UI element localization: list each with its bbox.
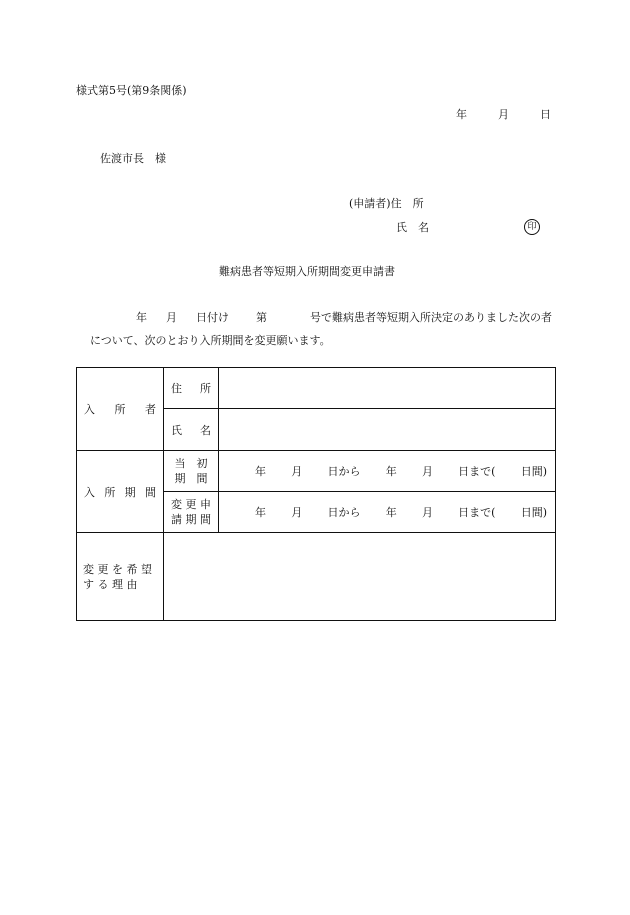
address-label-char: 住	[171, 382, 182, 395]
period-day-from: 日から	[327, 506, 361, 519]
period-day-until: 日まで(	[458, 506, 496, 519]
reason-label-line: 変 更 を 希 望	[83, 562, 152, 576]
period-month: 月	[421, 506, 433, 519]
form-code: 様式第5号(第9条関係)	[76, 84, 187, 97]
addressee: 佐渡市長 様	[100, 152, 166, 165]
resident-address-header	[164, 368, 219, 409]
change-period-field[interactable]	[219, 492, 556, 533]
body-line-2: について、次のとおり入所期間を変更願います。	[90, 334, 331, 347]
period-year: 年	[385, 506, 397, 519]
body-year: 年	[136, 311, 147, 324]
resident-label-char: 入	[84, 403, 95, 416]
initial-period-label-line: 当 初	[174, 457, 208, 470]
period-label-char: 入	[84, 485, 95, 499]
document-title: 難病患者等短期入所期間変更申請書	[219, 265, 395, 278]
period-days: 日間)	[520, 506, 547, 519]
body-month: 月	[166, 311, 177, 324]
reason-header	[77, 533, 164, 621]
body-line-1	[136, 311, 552, 325]
period-month: 月	[291, 506, 303, 519]
applicant-address-label: (申請者)住 所	[349, 197, 424, 210]
resident-label-char: 所	[114, 403, 126, 416]
body-number-suffix: 号で難病患者等短期入所決定のありました次の者	[310, 311, 552, 324]
resident-header	[77, 368, 164, 451]
date-day: 日	[540, 108, 551, 121]
resident-label-char: 者	[145, 403, 156, 416]
body-number-prefix: 第	[256, 311, 267, 324]
resident-address-field[interactable]	[219, 368, 556, 409]
period-label-char: 間	[144, 485, 156, 499]
change-period-header	[164, 492, 219, 533]
submission-date	[456, 108, 551, 122]
initial-period-field[interactable]	[219, 451, 556, 492]
address-label-char: 所	[200, 382, 211, 395]
date-month: 月	[498, 108, 509, 121]
resident-name-field[interactable]	[219, 409, 556, 451]
name-label-char: 名	[200, 423, 211, 437]
period-month: 月	[291, 465, 303, 478]
body-day: 日付け	[196, 311, 229, 324]
reason-field[interactable]	[164, 533, 556, 621]
reason-label-line: す る 理 由	[83, 577, 138, 591]
period-days: 日間)	[520, 465, 547, 478]
date-year: 年	[456, 108, 467, 121]
initial-period-header	[164, 451, 219, 492]
period-day-from: 日から	[327, 465, 361, 478]
resident-name-header	[164, 409, 219, 451]
period-year: 年	[255, 465, 266, 478]
name-label-char: 氏	[171, 423, 182, 437]
period-label-char: 期	[124, 485, 136, 499]
initial-period-label-line: 期 間	[174, 472, 208, 485]
change-period-label-line: 変 更 申	[171, 498, 211, 511]
period-header	[77, 451, 164, 533]
period-label-char: 所	[104, 485, 116, 499]
period-day-until: 日まで(	[458, 465, 496, 478]
applicant-name-label: 氏 名	[396, 221, 429, 234]
period-month: 月	[421, 465, 433, 478]
period-year: 年	[255, 506, 266, 519]
application-table	[76, 367, 556, 621]
change-period-label-line: 請 期 間	[171, 513, 211, 526]
seal-mark: 印	[524, 219, 540, 235]
period-year: 年	[385, 465, 397, 478]
